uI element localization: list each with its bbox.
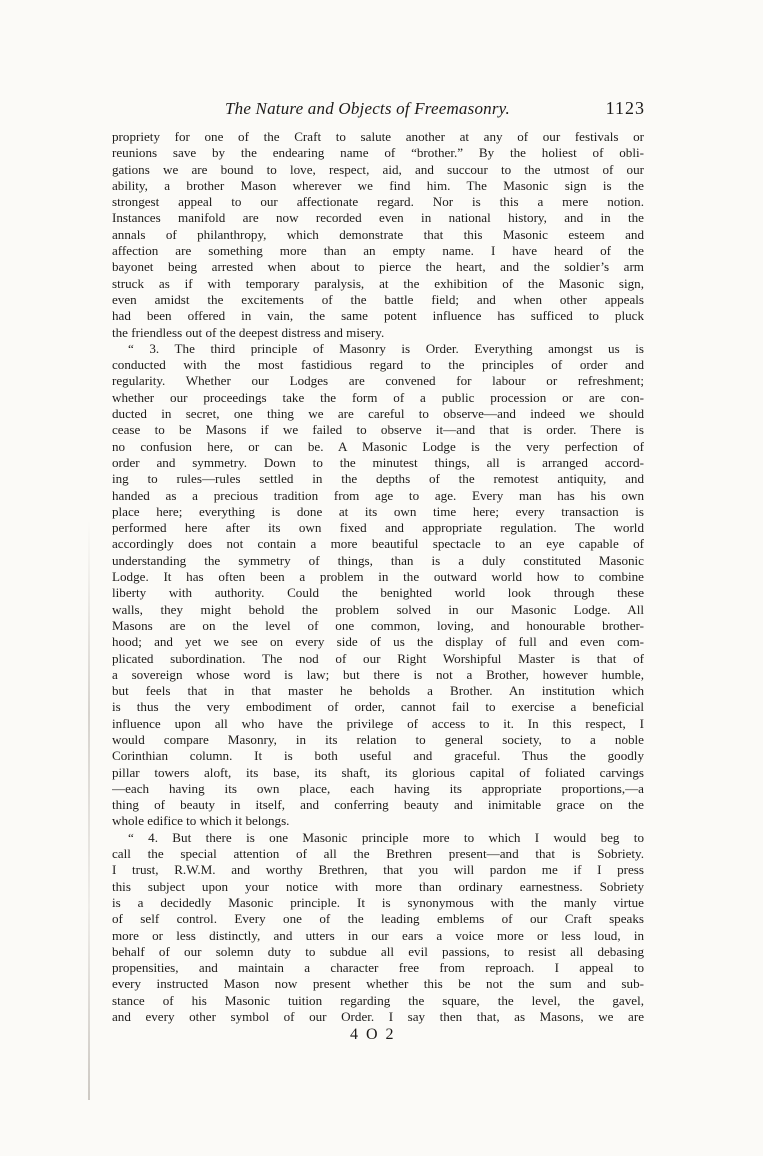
text-line: regularity. Whether our Lodges are convened for labour or refreshment; xyxy=(112,373,644,389)
text-line: stance of his Masonic tuition regarding the square, the level, the gavel, xyxy=(112,992,644,1008)
text-line: struck as if with temporary paralysis, at the exhibition of the Masonic sign, xyxy=(112,275,644,291)
text-line: conducted with the most fastidious regard to the principles of order and xyxy=(112,357,644,373)
text-line: handed as a precious tradition from age to age. Every man has his own xyxy=(112,487,644,503)
text-line: would compare Masonry, in its relation to general society, to a noble xyxy=(112,731,644,747)
text-line: the friendless out of the deepest distress and misery. xyxy=(112,324,385,340)
text-line: but feels that in that master he beholds a Brother. An institution which xyxy=(112,683,644,699)
text-line: reunions save by the endearing name of “brother.” By the holiest of obli- xyxy=(112,145,644,161)
text-line: annals of philanthropy, which demonstrate that this Masonic esteem and xyxy=(112,226,644,242)
text-line: order and symmetry. Down to the minutest things, all is arranged accord- xyxy=(112,454,644,470)
text-line: propensities, and maintain a character free from reproach. I appeal to xyxy=(112,960,644,976)
text-line: understanding the symmetry of things, than is a duly constituted Masonic xyxy=(112,552,644,568)
running-title: The Nature and Objects of Freemasonry. xyxy=(225,99,510,118)
text-line: ducted in secret, one thing we are careful to observe—and indeed we should xyxy=(112,406,644,422)
text-line: propriety for one of the Craft to salute another at any of our festivals or xyxy=(112,129,644,144)
text-line: more or less distinctly, and utters in our ears a voice more or less loud, in xyxy=(112,927,644,943)
text-line: hood; and yet we see on every side of us the display of full and even com- xyxy=(112,634,644,650)
text-line: this subject upon your notice with more than ordinary earnestness. Sobriety xyxy=(112,878,644,894)
text-line: accordingly does not contain a more beautiful spectacle to an eye capable of xyxy=(112,536,644,552)
text-line: liberty with authority. Could the benighted world look through these xyxy=(112,585,644,601)
page-edge-shadow xyxy=(88,520,90,1100)
paragraph-start-line: “ 4. But there is one Masonic principle more to which I would beg to xyxy=(128,829,644,845)
text-line: Masons are on the level of one common, loving, and honourable brother- xyxy=(112,617,644,633)
text-line: ing to rules—rules settled in the depths of the remotest antiquity, and xyxy=(112,471,644,487)
text-line: of self control. Every one of the leading emblems of our Craft speaks xyxy=(112,911,644,927)
text-line: behalf of our solemn duty to subdue all evil passions, to resist all debasing xyxy=(112,943,644,959)
text-line: ability, a brother Mason wherever we find him. The Masonic sign is the xyxy=(112,177,644,193)
body-text xyxy=(112,129,644,1025)
text-line: Lodge. It has often been a problem in the outward world how to combine xyxy=(112,569,644,585)
text-line: even amidst the excitements of the battle field; and when other appeals xyxy=(112,291,644,307)
text-line: and every other symbol of our Order. I say then that, as Masons, we are xyxy=(112,1009,644,1025)
paragraph-start-line: “ 3. The third principle of Masonry is Order. Everything amongst us is xyxy=(128,340,644,356)
text-line: Corinthian column. It is both useful and graceful. Thus the goodly xyxy=(112,748,644,764)
text-line: Instances manifold are now recorded even in national history, and in the xyxy=(112,210,644,226)
text-line: I trust, R.W.M. and worthy Brethren, that you will pardon me if I press xyxy=(112,862,644,878)
text-line: every instructed Mason now present whether this be not the sum and sub- xyxy=(112,976,644,992)
text-line: bayonet being arrested when about to pierce the heart, and the soldier’s arm xyxy=(112,259,644,275)
text-line: no confusion here, or can be. A Masonic Lodge is the very perfection of xyxy=(112,438,644,454)
text-line: whether our proceedings take the form of a public procession or are con- xyxy=(112,389,644,405)
text-line: thing of beauty in itself, and conferring beauty and inimitable grace on the xyxy=(112,797,644,813)
text-line: walls, they might behold the problem solved in our Masonic Lodge. All xyxy=(112,601,644,617)
text-line: pillar towers aloft, its base, its shaft, its glorious capital of foliated carvings xyxy=(112,764,644,780)
text-line: gations we are bound to love, respect, aid, and succour to the utmost of our xyxy=(112,161,644,177)
text-line: plicated subordination. The nod of our Right Worshipful Master is that of xyxy=(112,650,644,666)
text-line: influence upon all who have the privilege of access to it. In this respect, I xyxy=(112,715,644,731)
text-line: had been offered in vain, the same potent influence has sufficed to pluck xyxy=(112,308,644,324)
text-line: is thus the very embodiment of order, cannot fail to exercise a beneficial xyxy=(112,699,644,715)
page-number: 1123 xyxy=(605,98,645,118)
text-line: —each having its own place, each having its appropriate proportions,—a xyxy=(112,780,644,796)
text-line: call the special attention of all the Brethren present—and that is Sobriety. xyxy=(112,846,644,862)
text-line: place here; everything is done at its own time here; every transaction is xyxy=(112,503,644,519)
text-line: cease to be Masons if we failed to observe it—and that is order. There is xyxy=(112,422,644,438)
text-line: whole edifice to which it belongs. xyxy=(112,813,290,829)
signature-mark: 4 O 2 xyxy=(350,1026,396,1043)
text-line: strongest appeal to our affectionate regard. Nor is this a mere notion. xyxy=(112,194,644,210)
text-line: performed here after its own fixed and appropriate regulation. The world xyxy=(112,520,644,536)
running-header xyxy=(225,99,645,123)
text-line: a sovereign whose word is law; but there is not a Brother, however humble, xyxy=(112,666,644,682)
text-line: is a decidedly Masonic principle. It is synonymous with the manly virtue xyxy=(112,894,644,910)
text-line: affection are something more than an empty name. I have heard of the xyxy=(112,243,644,259)
